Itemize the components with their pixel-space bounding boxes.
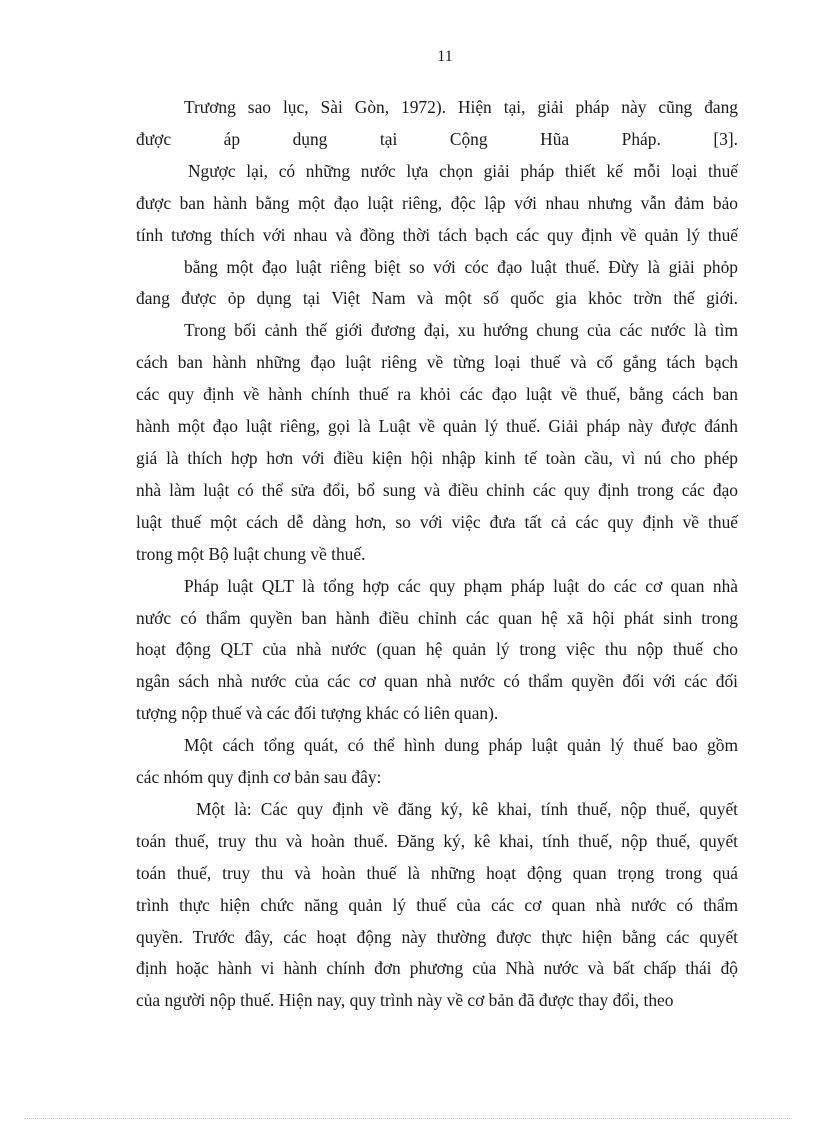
text-line: hoạt động QLT của nhà nước (quan hệ quản lý trong việc thu nộp thuế cho [136,639,738,660]
text-line: của người nộp thuế. Hiện nay, quy trình này về cơ bản đã được thay đổi, theo [136,990,674,1011]
text-line: được áp dụng tại Cộng Hũa Pháp. [3]. [136,128,738,149]
text-line: Pháp luật QLT là tổng hợp các quy phạm pháp luật do các cơ quan nhà [184,575,738,596]
text-line: toán thuế, truy thu và hoàn thuế là những hoạt động quan trọng trong quá [136,862,738,883]
text-line: đang được ỏp dụng tại Việt Nam và một số quốc gia khỏc trờn thế giới. [136,288,738,309]
page-bottom-rule [24,1118,792,1119]
text-line: nước có thẩm quyền ban hành điều chỉnh các quan hệ xã hội phát sinh trong [136,607,738,628]
text-line: được ban hành bằng một đạo luật riêng, độc lập với nhau nhưng vẫn đảm bảo [136,192,738,213]
text-line: trong một Bộ luật chung về thuế. [136,543,366,564]
body-text [136,92,738,1017]
text-line: Một là: Các quy định về đăng ký, kê khai, tính thuế, nộp thuế, quyết [196,798,738,819]
text-line: các quy định về hành chính thuế ra khỏi các đạo luật về thuế, bằng cách ban [136,384,738,405]
text-line: hành một đạo luật riêng, gọi là Luật về quản lý thuế. Giải pháp này được đánh [136,416,738,437]
page-number: 11 [437,48,453,65]
text-line: bằng một đạo luật riêng biệt so với cóc đạo luật thuế. Đừy là giải phỏp [184,256,738,277]
text-line: ngân sách nhà nước của các cơ quan nhà nước có thẩm quyền đối với các đối [136,671,738,692]
text-line: định hoặc hành vi hành chính đơn phương của Nhà nước và bất chấp thái độ [136,958,738,979]
text-line: Trong bối cảnh thế giới đương đại, xu hướng chung của các nước là tìm [184,320,738,341]
text-line: Một cách tổng quát, có thể hình dung pháp luật quản lý thuế bao gồm [184,735,738,756]
text-line: Trương sao lục, Sài Gòn, 1972). Hiện tại, giải pháp này cũng đang [184,97,738,117]
text-line: tính tương thích với nhau và đồng thời tách bạch các quy định về quản lý thuế [136,224,738,245]
text-line: luật thuế một cách dễ dàng hơn, so với việc đưa tất cả các quy định về thuế [136,511,738,532]
text-line: toán thuế, truy thu và hoàn thuế. Đăng ký, kê khai, tính thuế, nộp thuế, quyết [136,830,738,851]
text-line: giá là thích hợp hơn với điều kiện hội nhập kinh tế toàn cầu, vì nú cho phép [136,447,738,468]
text-line: tượng nộp thuế và các đối tượng khác có liên quan). [136,703,499,724]
text-line: Ngược lại, có những nước lựa chọn giải pháp thiết kế mỗi loại thuế [188,160,738,181]
text-line: cách ban hành những đạo luật riêng về từng loại thuế và cố gắng tách bạch [136,352,738,373]
text-line: quyền. Trước đây, các hoạt động này thường được thực hiện bằng các quyết [136,926,738,947]
text-line: các nhóm quy định cơ bản sau đây: [136,767,382,788]
text-line: nhà làm luật có thể sửa đổi, bổ sung và điều chỉnh các quy định trong các đạo [136,479,738,500]
text-line: trình thực hiện chức năng quản lý thuế của các cơ quan nhà nước có thẩm [136,894,738,915]
